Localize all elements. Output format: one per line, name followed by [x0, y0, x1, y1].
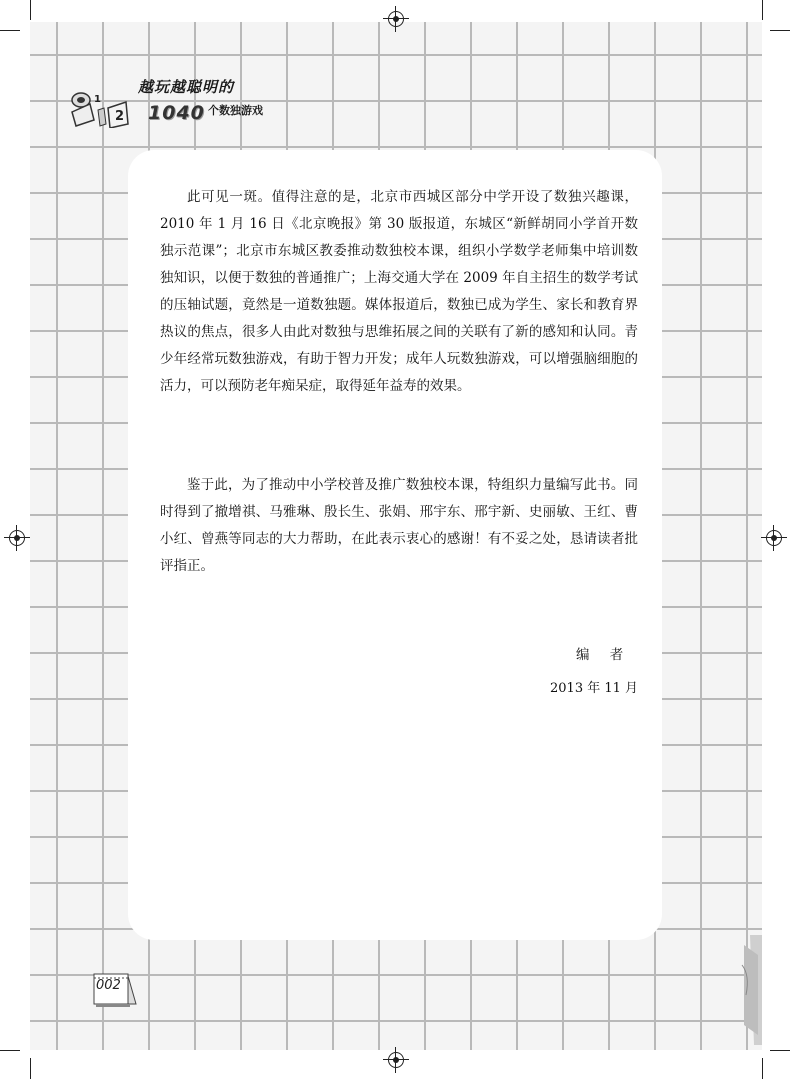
book-title-number: 1040 — [148, 102, 205, 124]
content-card — [128, 150, 662, 940]
crop-mark — [770, 1050, 790, 1051]
svg-text:1: 1 — [94, 94, 101, 105]
crop-mark — [0, 30, 20, 31]
crop-mark — [0, 1050, 20, 1051]
crop-mark — [762, 1058, 763, 1079]
page-number: 002 — [96, 978, 121, 993]
crop-mark — [770, 30, 790, 31]
crop-mark — [762, 0, 763, 20]
sudoku-cubes-logo-icon — [68, 80, 140, 128]
registration-mark-icon — [388, 1052, 404, 1068]
book-title-line-1: 越玩越聪明的 — [138, 78, 235, 96]
page-number-badge — [92, 968, 138, 1012]
author-signature: 编 者 — [576, 647, 632, 663]
registration-mark-icon — [9, 530, 25, 546]
svg-text:2: 2 — [115, 109, 125, 124]
crop-mark — [30, 0, 31, 20]
body-paragraph: 此可见一斑。值得注意的是，北京市西城区部分中学开设了数独兴趣课，2010 年 1 月 16 日《北京晚报》第 30 版报道，东城区“新鲜胡同小学首开数独示范课”；北京市东城区教委推动数独校本课，组织小学数学老师集中培训数独知识，以便于数独的普通推广；上海交通大学在 2009 年自主招生的数学考试的压轴试题，竟然是一道数独题。媒体报道后，数独已成为学生、家长和教育界热议的焦点，很多人由此对数独与思维拓展之间的关联有了新的感知和认同。青少年经常玩数独游戏，有助于智力开发；成年人玩数独游戏，可以增强脑细胞的活力，可以预防老年痴呆症，取得延年益寿的效果。 — [160, 189, 638, 394]
registration-mark-icon — [766, 530, 782, 546]
crop-mark — [30, 1058, 31, 1079]
book-title-line-2: 个数独游戏 — [208, 104, 263, 117]
registration-mark-icon — [388, 11, 404, 27]
page-edge-decoration — [740, 935, 762, 1045]
body-paragraph: 鉴于此，为了推动中小学校普及推广数独校本课，特组织力量编写此书。同时得到了撤增祺、马雅琳、殷长生、张娟、邢宇东、邢宇新、史丽敏、王红、曹小红、曾燕等同志的大力帮助，在此表示衷心的感谢！有不妥之处，恳请读者批评指正。 — [160, 477, 638, 574]
book-header — [68, 72, 298, 132]
signature-date: 2013 年 11 月 — [550, 681, 639, 696]
